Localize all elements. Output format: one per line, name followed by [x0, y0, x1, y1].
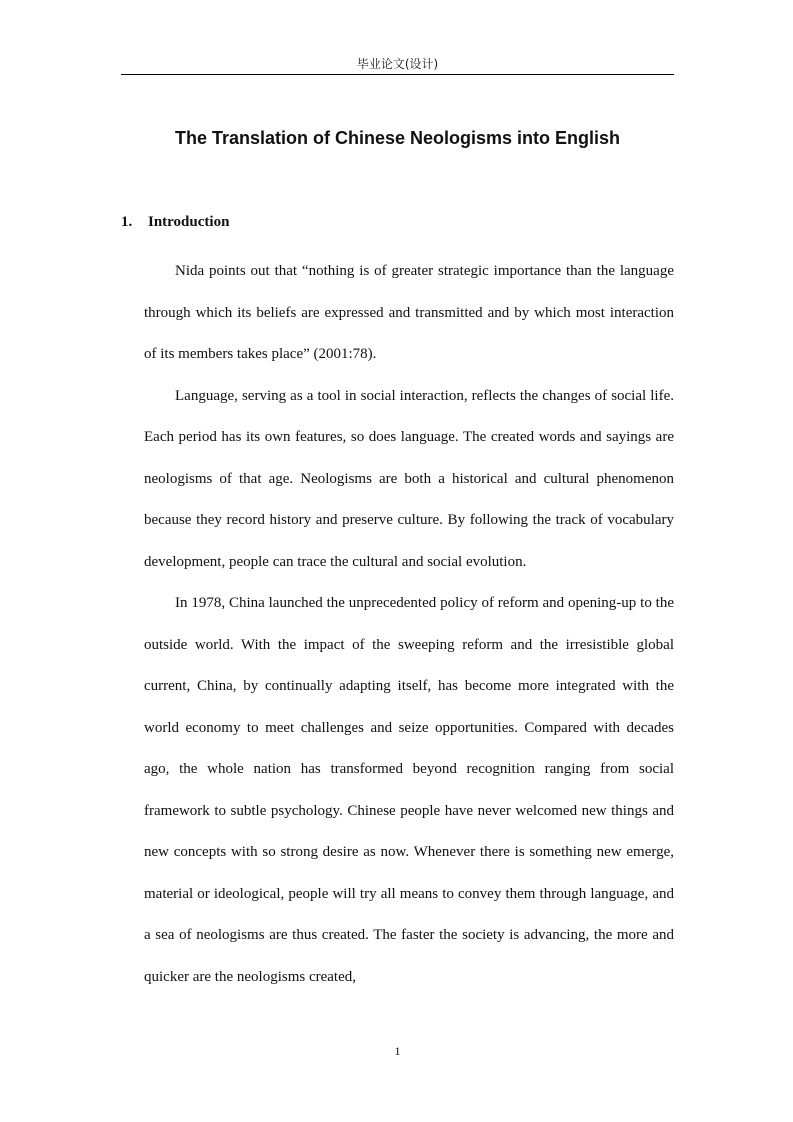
- section-number: 1.: [121, 214, 133, 230]
- body-text: [144, 251, 674, 998]
- section-heading: [121, 212, 229, 232]
- document-title: The Translation of Chinese Neologisms into English: [174, 128, 621, 148]
- page-number: 1: [394, 1044, 401, 1058]
- section-title: Introduction: [148, 214, 230, 230]
- header-rule: [121, 74, 674, 75]
- running-header: 毕业论文(设计): [356, 57, 439, 71]
- paragraph: Nida points out that “nothing is of greater strategic importance than the language through which its beliefs are expressed and transmitted and by which most interaction of its members takes place” (2001:78).: [144, 263, 674, 362]
- paragraph: In 1978, China launched the unprecedented policy of reform and opening-up to the outside world. With the impact of the sweeping reform and the irresistible global current, China, by continually adapting itself, has become more integrated with the world economy to meet challenges and seize opportunities. Compared with decades ago, the whole nation has transformed beyond recognition ranging from social framework to subtle psychology. Chinese people have never welcomed new things and new concepts with so strong desire as now. Whenever there is something new emerge, material or ideological, people will try all means to convey them through language, and a sea of neologisms are thus created. The faster the society is advancing, the more and quicker are the neologisms created,: [144, 595, 674, 985]
- paragraph: Language, serving as a tool in social interaction, reflects the changes of social life. Each period has its own features, so does language. The created words and sayings are neologisms of that age. Neologisms are both a historical and cultural phenomenon because they record history and preserve culture. By following the track of vocabulary development, people can trace the cultural and social evolution.: [144, 387, 674, 570]
